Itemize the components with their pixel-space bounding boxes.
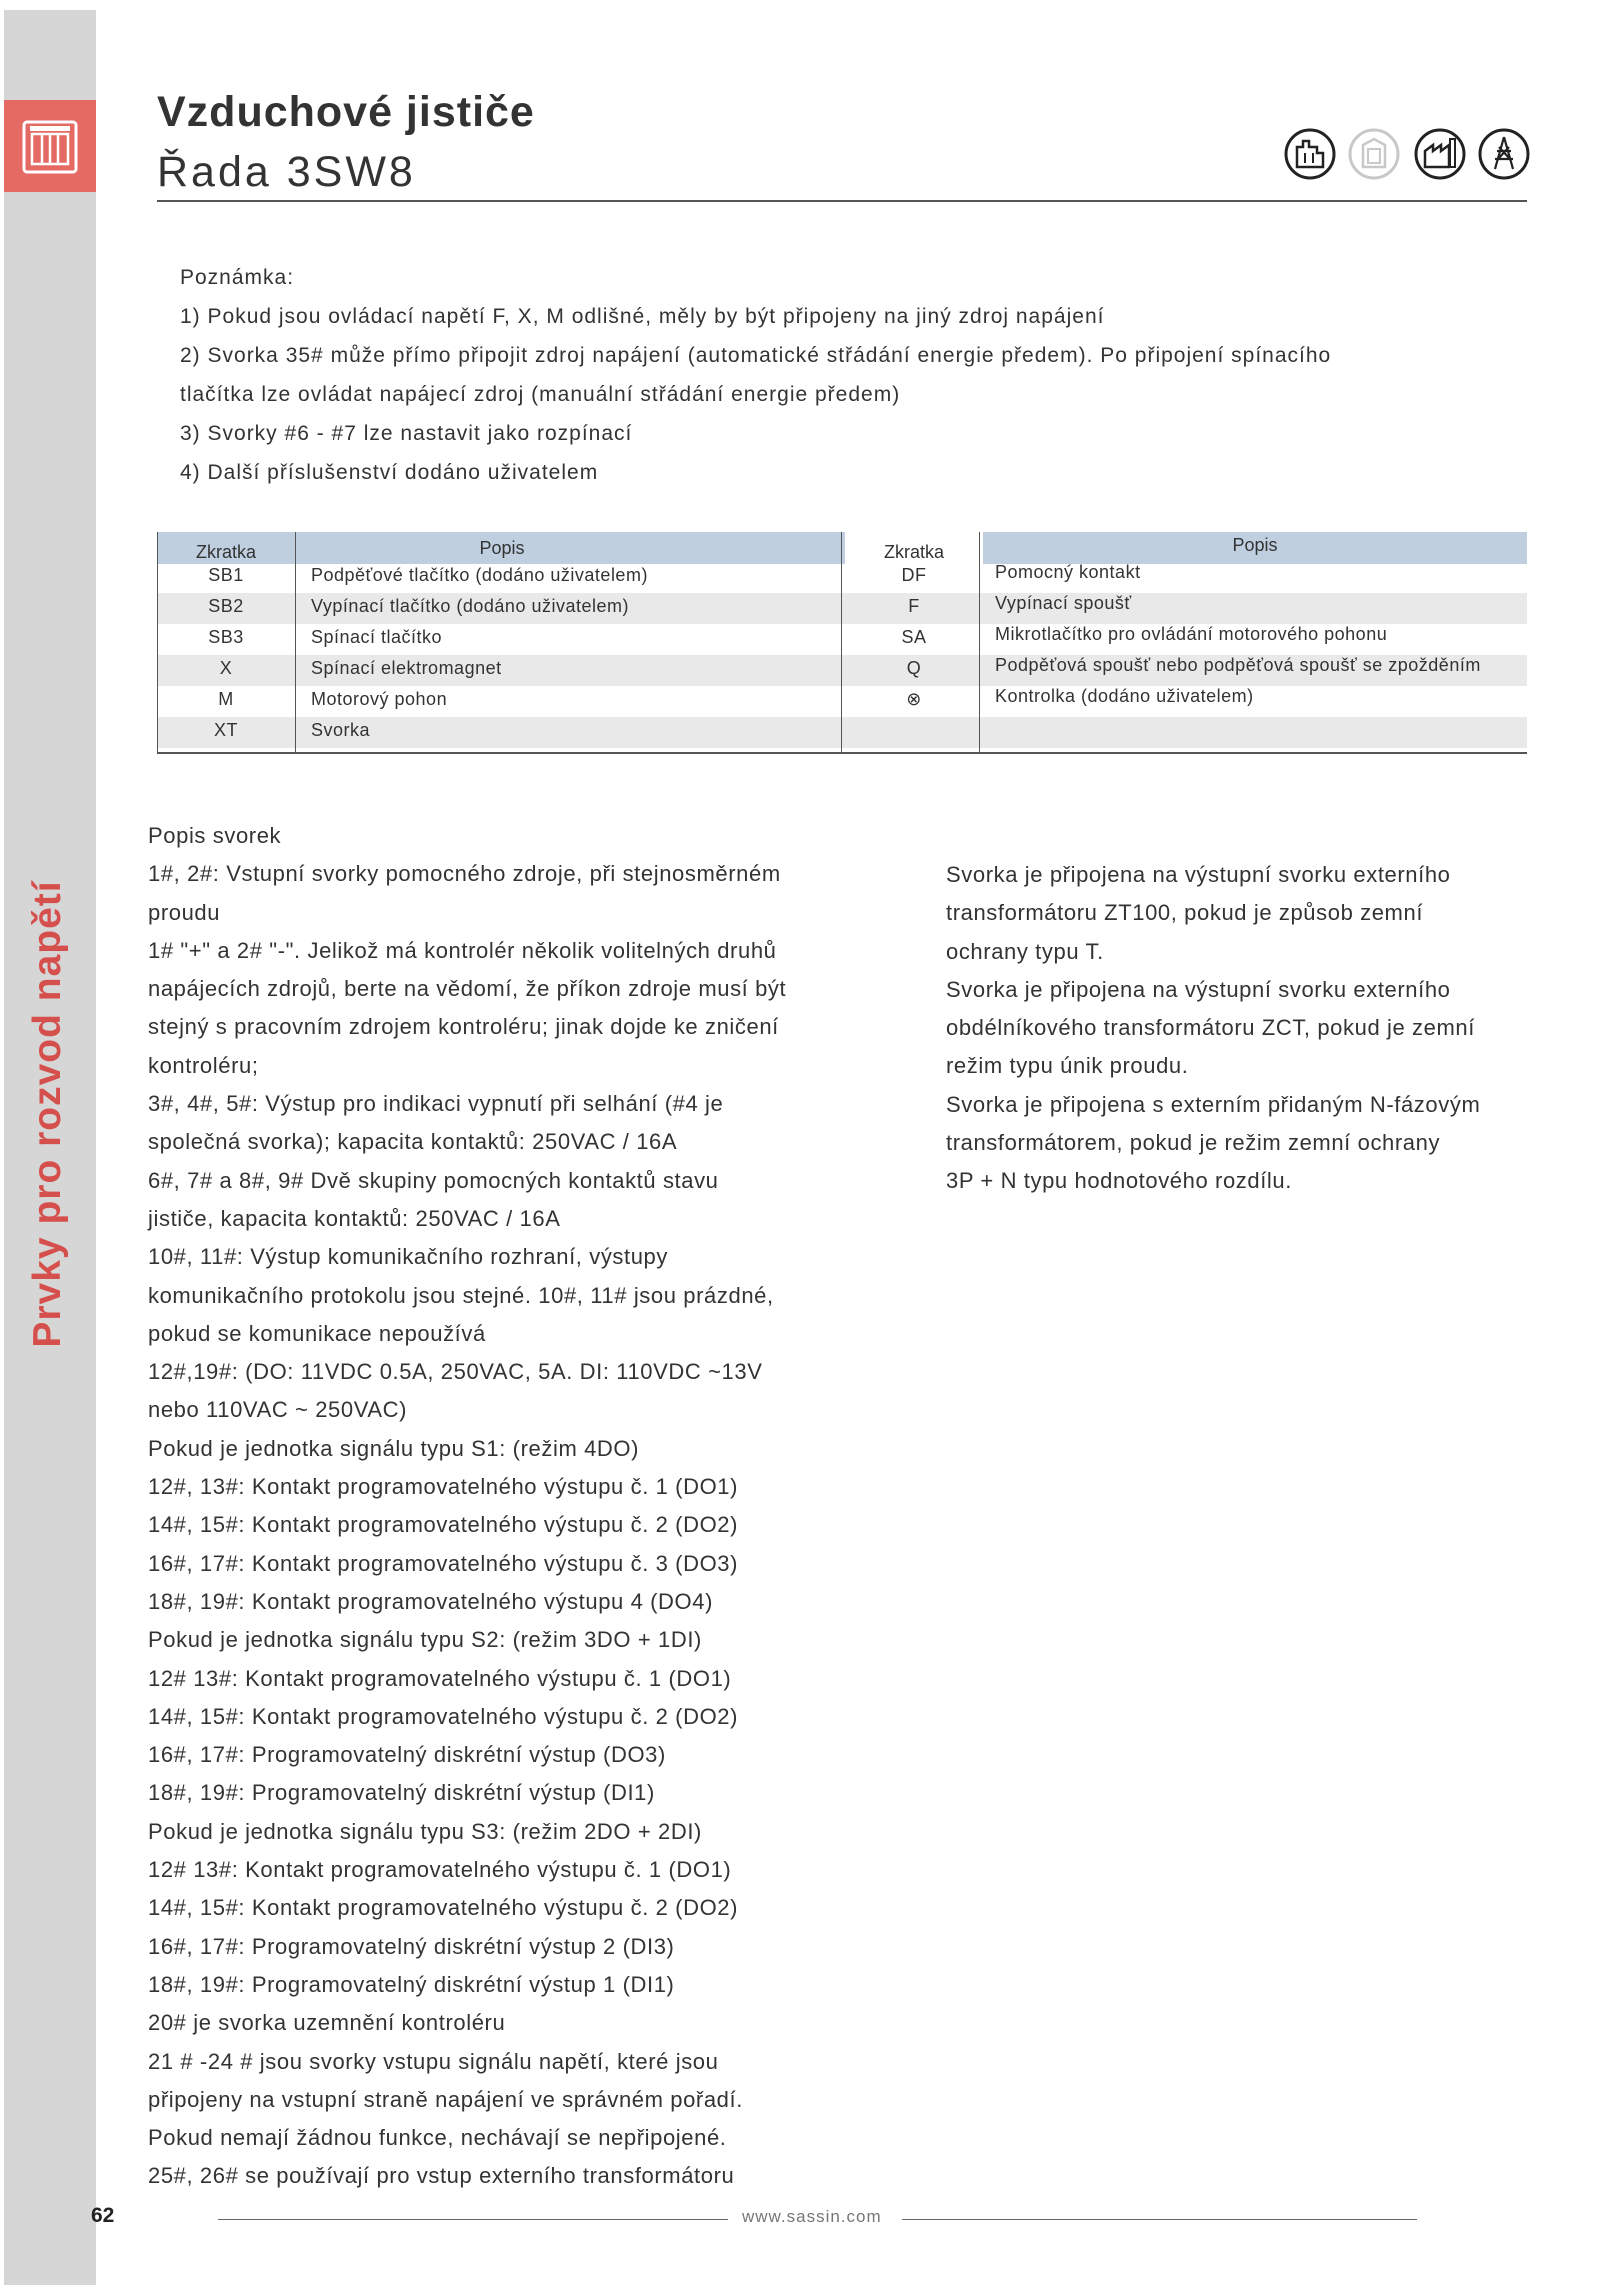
industrial-building-icon (1283, 127, 1337, 181)
abbr-cell: M (218, 689, 234, 709)
terminal-line: 18#, 19#: Kontakt programovatelného výstupu 4 (DO4) (148, 1588, 714, 1614)
abbreviation-table (157, 532, 1527, 754)
terminal-line: nebo 110VAC ~ 250VAC) (148, 1397, 408, 1423)
section-icon-box (4, 100, 96, 192)
terminal-line: 14#, 15#: Kontakt programovatelného výstupu č. 2 (DO2) (148, 1703, 739, 1729)
terminal-line: 12# 13#: Kontakt programovatelného výstupu č. 1 (DO1) (148, 1857, 732, 1883)
terminal-line: stejný s pracovním zdrojem kontroléru; jinak dojde ke zničení (148, 1014, 779, 1040)
desc-cell: Vypínací tlačítko (dodáno uživatelem) (311, 596, 629, 616)
page-number: 62 (91, 2204, 115, 2227)
terminal-line: 16#, 17#: Kontakt programovatelného výstupu č. 3 (DO3) (148, 1550, 739, 1576)
table-divider (295, 532, 296, 754)
terminal-line: 18#, 19#: Programovatelný diskrétní výstup (DI1) (148, 1780, 655, 1806)
terminal-line: 10#, 11#: Výstup komunikačního rozhraní, výstupy (148, 1244, 668, 1270)
desc-cell: Vypínací spoušť (995, 593, 1132, 613)
terminal-line: Pokud je jednotka signálu typu S3: (režim 2DO + 2DI) (148, 1818, 702, 1844)
terminal-line: 21 # -24 # jsou svorky vstupu signálu napětí, které jsou (148, 2048, 719, 2074)
table-border (157, 532, 158, 754)
section-heading: Popis svorek (148, 823, 282, 848)
terminal-description-right (946, 856, 1566, 1201)
terminal-line: 16#, 17#: Programovatelný diskrétní výstup 2 (DI3) (148, 1933, 675, 1959)
terminal-line: pokud se komunikace nepoužívá (148, 1320, 486, 1346)
terminal-line: 18#, 19#: Programovatelný diskrétní výstup 1 (DI1) (148, 1971, 675, 1997)
factory-icon (1413, 127, 1467, 181)
terminal-line: 20# je svorka uzemnění kontroléru (148, 2010, 506, 2036)
terminal-line: 6#, 7# a 8#, 9# Dvě skupiny pomocných kontaktů stavu (148, 1167, 719, 1193)
note-line: 2) Svorka 35# může přímo připojit zdroj napájení (automatické střádání energie předem). Po připojení spínacího (180, 344, 1332, 367)
sidebar-section-label: Prvky pro rozvod napětí (26, 880, 69, 1348)
footer-url: www.sassin.com (742, 2207, 882, 2226)
terminal-line: proudu (148, 899, 221, 925)
terminal-line: 12# 13#: Kontakt programovatelného výstupu č. 1 (DO1) (148, 1665, 732, 1691)
terminal-line: obdélníkového transformátoru ZCT, pokud je zemní (946, 1015, 1475, 1041)
table-divider (841, 532, 842, 754)
terminal-line: 3#, 4#, 5#: Výstup pro indikaci vypnutí při selhání (#4 je (148, 1091, 724, 1117)
terminal-line: 12#,19#: (DO: 11VDC 0.5A, 250VAC, 5A. DI: 110VDC ~13V (148, 1359, 763, 1385)
abbr-cell: F (908, 596, 920, 616)
abbr-cell: SB1 (208, 565, 244, 585)
desc-cell: Svorka (311, 720, 371, 740)
terminal-line: 16#, 17#: Programovatelný diskrétní výstup (DO3) (148, 1742, 666, 1768)
terminal-line: 14#, 15#: Kontakt programovatelného výstupu č. 2 (DO2) (148, 1512, 739, 1538)
abbr-cell: SB3 (208, 627, 244, 647)
desc-cell: Mikrotlačítko pro ovládání motorového pohonu (995, 624, 1388, 644)
terminal-line: jističe, kapacita kontaktů: 250VAC / 16A (148, 1205, 561, 1231)
abbr-cell: SA (901, 627, 927, 647)
terminal-line: Svorka je připojena na výstupní svorku externího (946, 862, 1451, 887)
header-abbr-right: Zkratka (883, 542, 944, 562)
terminal-line: společná svorka); kapacita kontaktů: 250VAC / 16A (148, 1129, 678, 1155)
terminal-line: komunikačního protokolu jsou stejné. 10#, 11# jsou prázdné, (148, 1282, 774, 1308)
terminal-line: 14#, 15#: Kontakt programovatelného výstupu č. 2 (DO2) (148, 1895, 739, 1921)
desc-cell: Spínací tlačítko (311, 627, 443, 647)
page-title: Vzduchové jističe (157, 88, 535, 136)
terminal-line: Pokud nemají žádnou funkce, nechávají se nepřipojené. (148, 2125, 727, 2151)
terminal-line: připojeny na vstupní straně napájení ve správném pořadí. (148, 2086, 743, 2112)
table-bottom-border (157, 752, 1527, 754)
footer-rule (218, 2219, 728, 2220)
desc-cell: Kontrolka (dodáno uživatelem) (995, 686, 1254, 706)
application-icons (1283, 127, 1533, 183)
building-icon (1347, 127, 1401, 181)
terminal-line: kontroléru; (148, 1052, 259, 1078)
page-subtitle: Řada 3SW8 (157, 148, 416, 196)
terminal-line: Svorka je připojena na výstupní svorku externího (946, 976, 1451, 1002)
terminal-line: Pokud je jednotka signálu typu S1: (režim 4DO) (148, 1435, 640, 1461)
abbr-cell: ⊗ (906, 689, 922, 709)
desc-cell: Pomocný kontakt (995, 562, 1141, 582)
terminal-line: Svorka je připojena s externím přidaným N-fázovým (946, 1091, 1481, 1117)
note-line: 1) Pokud jsou ovládací napětí F, X, M odlišné, měly by být připojeny na jiný zdroj napájení (180, 305, 1105, 328)
terminal-line: ochrany typu T. (946, 938, 1104, 964)
abbr-cell: X (219, 658, 233, 678)
header-divider (157, 200, 1527, 202)
terminal-line: 12#, 13#: Kontakt programovatelného výstupu č. 1 (DO1) (148, 1474, 739, 1500)
terminal-line: napájecích zdrojů, berte na vědomí, že příkon zdroje musí být (148, 976, 787, 1002)
abbr-cell: Q (906, 658, 922, 678)
notes-heading: Poznámka: (180, 266, 295, 289)
terminal-description-left (148, 817, 908, 2196)
note-line: 4) Další příslušenství dodáno uživatelem (180, 461, 599, 484)
abbr-cell: SB2 (208, 596, 244, 616)
terminal-line: transformátorem, pokud je režim zemní ochrany (946, 1130, 1441, 1156)
desc-cell: Podpěťová spoušť nebo podpěťová spoušť se zpožděním (995, 655, 1481, 675)
note-line: tlačítka lze ovládat napájecí zdroj (manuální střádání energie předem) (180, 383, 901, 406)
terminal-line: transformátoru ZT100, pokud je způsob zemní (946, 900, 1424, 926)
note-line: 3) Svorky #6 - #7 lze nastavit jako rozpínací (180, 422, 633, 445)
header-abbr-left: Zkratka (195, 542, 256, 562)
abbr-cell: XT (213, 720, 238, 740)
desc-cell: Motorový pohon (311, 689, 448, 709)
terminal-line: 3P + N typu hodnotového rozdílu. (946, 1168, 1292, 1194)
abbr-cell: DF (901, 565, 927, 585)
breaker-icon (4, 100, 96, 192)
header-desc-left: Popis (479, 538, 525, 558)
notes-block (180, 258, 1550, 492)
footer-rule (902, 2219, 1417, 2220)
terminal-line: 1#, 2#: Vstupní svorky pomocného zdroje, při stejnosměrném (148, 861, 781, 887)
terminal-line: režim typu únik proudu. (946, 1053, 1189, 1079)
desc-cell: Podpěťové tlačítko (dodáno uživatelem) (311, 565, 648, 585)
terminal-line: 25#, 26# se používají pro vstup externího transformátoru (148, 2163, 735, 2189)
terminal-line: 1# "+" a 2# "-". Jelikož má kontrolér několik volitelných druhů (148, 937, 777, 963)
header-desc-right: Popis (1232, 535, 1278, 555)
desc-cell: Spínací elektromagnet (311, 658, 502, 678)
tower-icon (1477, 127, 1531, 181)
table-divider (979, 532, 980, 754)
terminal-line: Pokud je jednotka signálu typu S2: (režim 3DO + 1DI) (148, 1627, 702, 1653)
